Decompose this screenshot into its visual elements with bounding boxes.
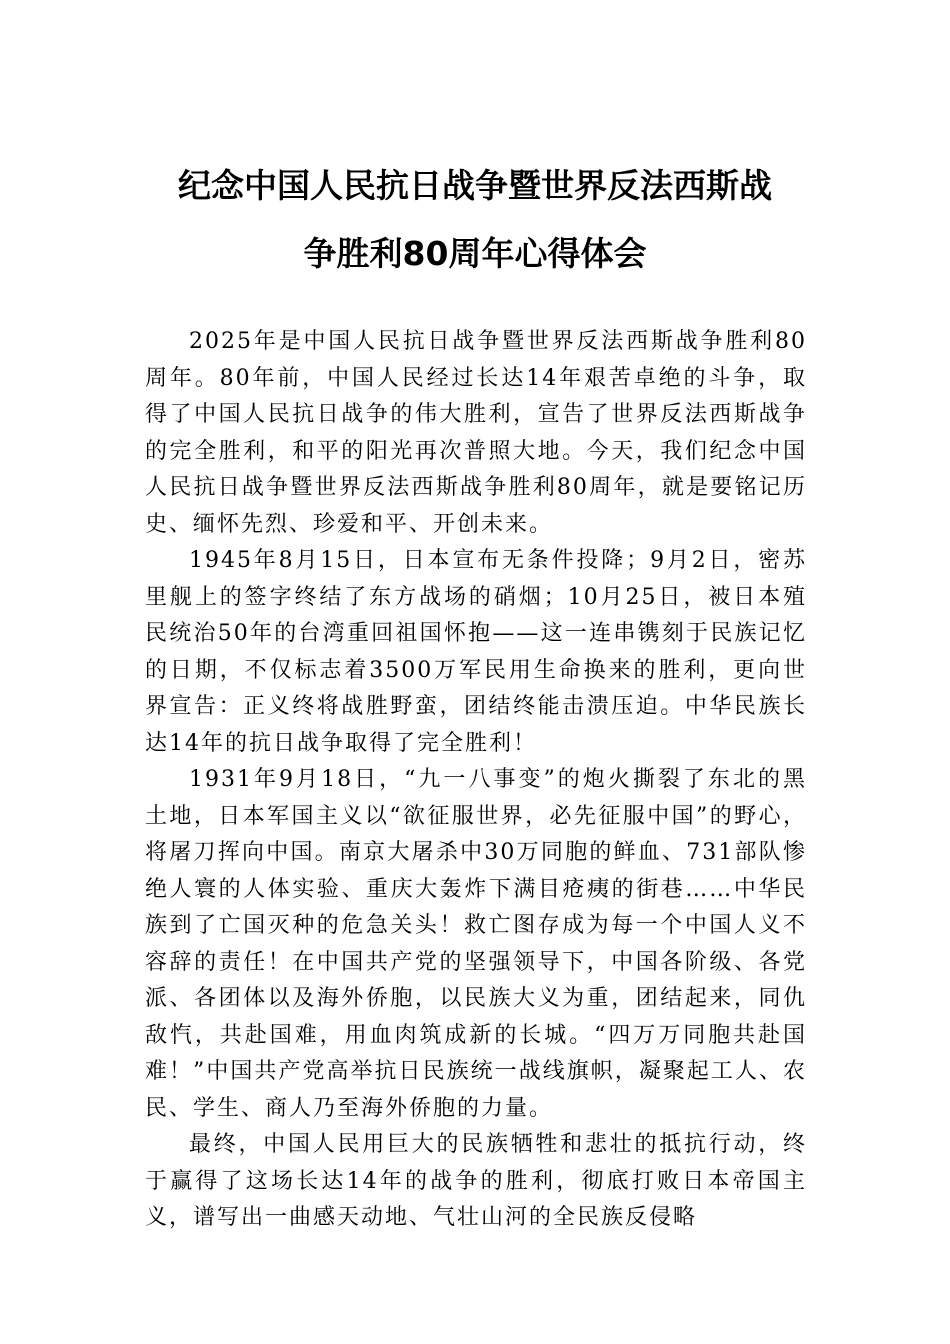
paragraph-3: 1931年9月18日，“九一八事变”的炮火撕裂了东北的黑土地，日本军国主义以“欲征服世界，必先征服中国”的野心，将屠刀挥向中国。南京大屠杀中30万同胞的鲜血、731部队惨绝人寰的人体实验、重庆大轰炸下满目疮痍的街巷……中华民族到了亡国灭种的危急关头！救亡图存成为每一个中国人义不容辞的责任！在中国共产党的坚强领导下，中国各阶级、各党派、各团体以及海外侨胞，以民族大义为重，团结起来，同仇敌忾，共赴国难，用血肉筑成新的长城。“四万万同胞共赴国难！”中国共产党高举抗日民族统一战线旗帜，凝聚起工人、农民、学生、商人乃至海外侨胞的力量。 xyxy=(145,767,807,1121)
paragraph-4: 最终，中国人民用巨大的民族牺牲和悲壮的抵抗行动，终于赢得了这场长达14年的战争的胜利，彻底打败日本帝国主义，谱写出一曲感天动地、气壮山河的全民族反侵略 xyxy=(145,1132,807,1230)
document-title-line-2: 争胜利80周年心得体会 xyxy=(303,234,647,273)
paragraph-2: 1945年8月15日，日本宣布无条件投降；9月2日，密苏里舰上的签字终结了东方战场的硝烟；10月25日，被日本殖民统治50年的台湾重回祖国怀抱——这一连串镌刻于民族记忆的日期，不仅标志着3500万军民用生命换来的胜利，更向世界宣告：正义终将战胜野蛮，团结终能击溃压迫。中华民族长达14年的抗日战争取得了完全胜利！ xyxy=(145,548,807,756)
document-title-line-1: 纪念中国人民抗日战争暨世界反法西斯战 xyxy=(178,166,772,205)
document-body xyxy=(145,324,807,1237)
paragraph-1: 2025年是中国人民抗日战争暨世界反法西斯战争胜利80周年。80年前，中国人民经过长达14年艰苦卓绝的斗争，取得了中国人民抗日战争的伟大胜利，宣告了世界反法西斯战争的完全胜利，和平的阳光再次普照大地。今天，我们纪念中国人民抗日战争暨世界反法西斯战争胜利80周年，就是要铭记历史、缅怀先烈、珍爱和平、开创未来。 xyxy=(145,329,807,537)
